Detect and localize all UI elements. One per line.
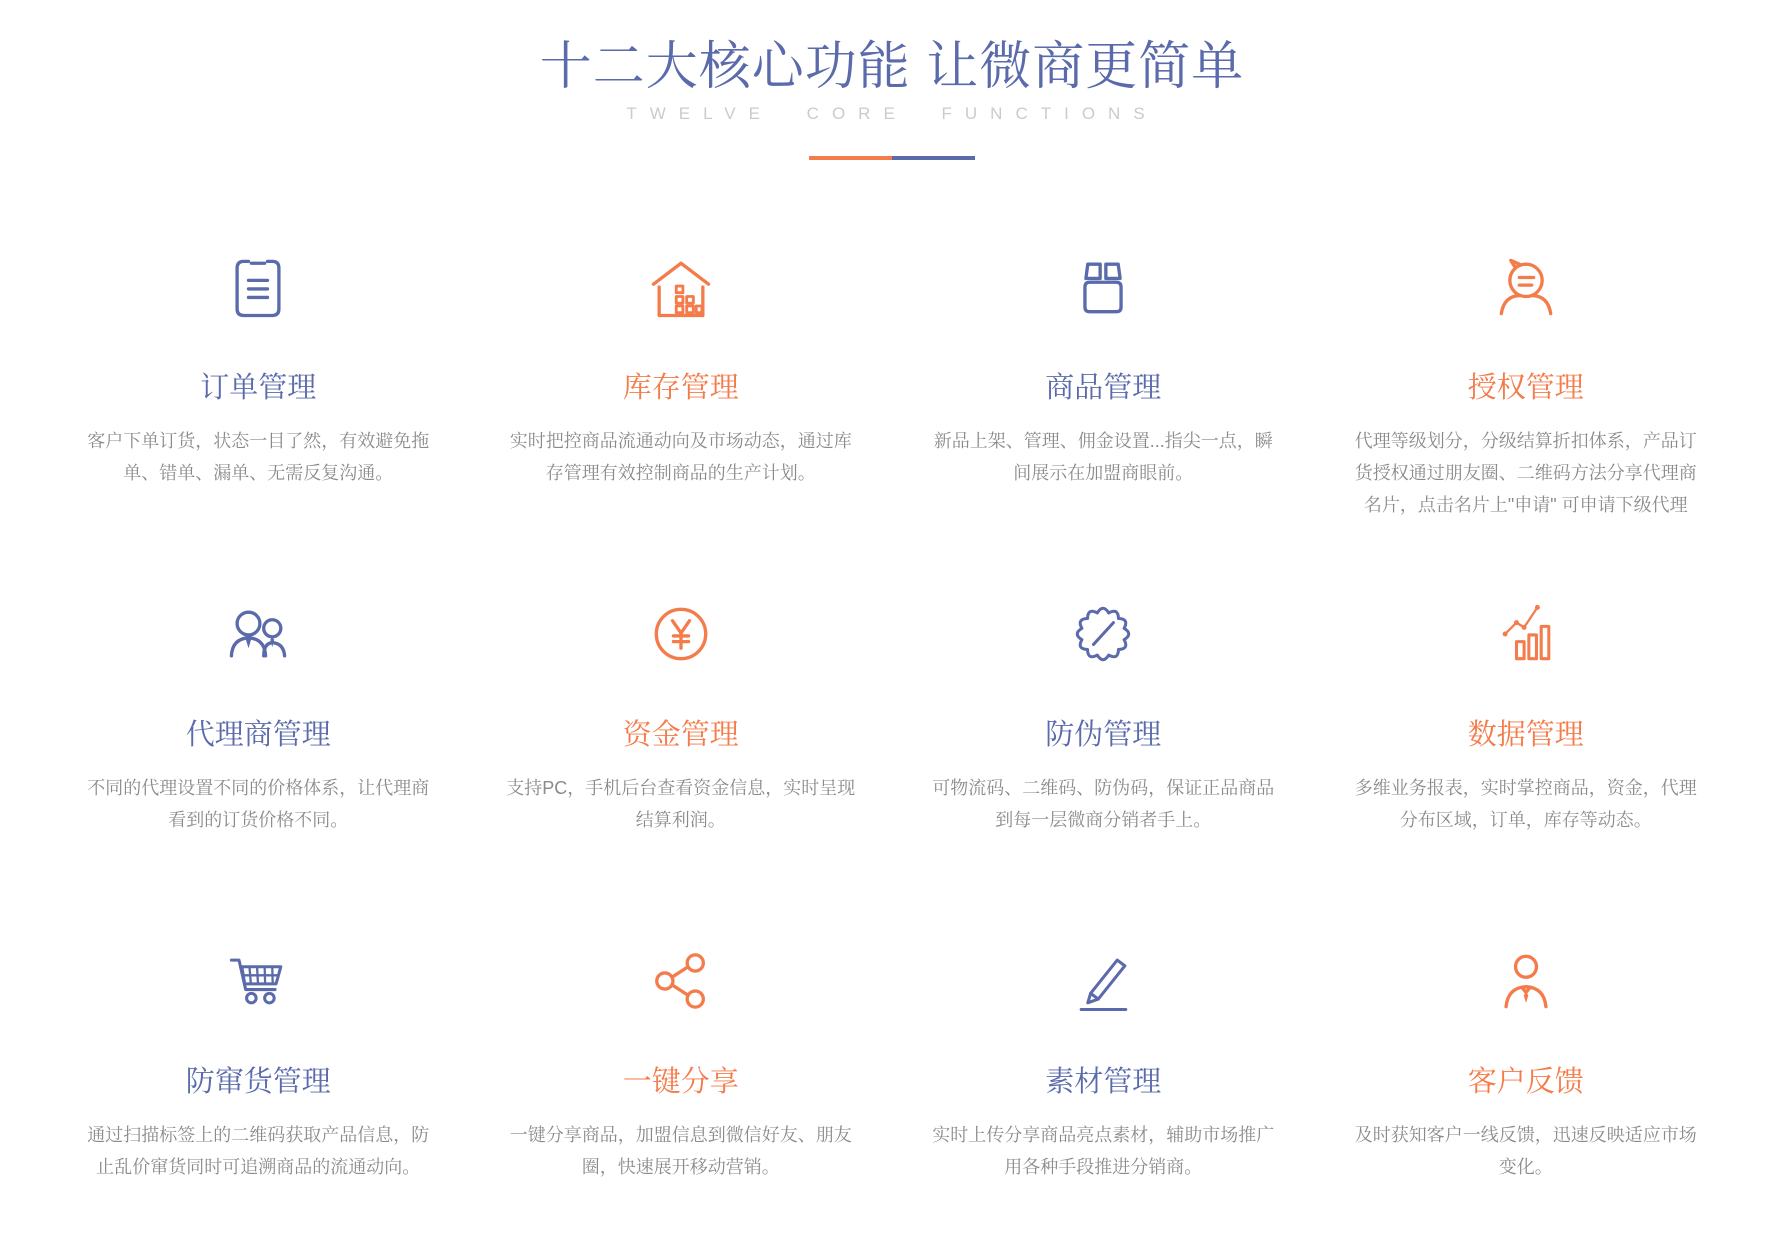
divider-orange-segment (809, 156, 892, 160)
authorization-chat-person-icon (1315, 252, 1738, 322)
feature-description: 一键分享商品，加盟信息到微信好友、朋友圈，快速展开移动营销。 (509, 1125, 852, 1177)
feature-title: 资金管理 (622, 719, 739, 751)
feature-card-order (47, 252, 470, 532)
feature-card-anticounterfeit (892, 599, 1315, 879)
feature-description: 实时把控商品流通动向及市场动态，通过库存管理有效控制商品的生产计划。 (509, 431, 852, 483)
feature-description: 不同的代理设置不同的价格体系，让代理商看到的订货价格不同。 (87, 778, 430, 830)
section-header (0, 36, 1784, 160)
page-title: 十二大核心功能 让微商更简单 (539, 38, 1245, 96)
feature-card-feedback (1315, 946, 1738, 1226)
divider-blue-segment (892, 156, 975, 160)
feature-description: 通过扫描标签上的二维码获取产品信息，防止乱价窜货同时可追溯商品的流通动向。 (87, 1125, 430, 1177)
feature-card-agents (47, 599, 470, 879)
yen-coin-icon (470, 599, 893, 669)
bar-chart-icon (1315, 599, 1738, 669)
feature-title: 数据管理 (1467, 719, 1584, 751)
feature-title: 防窜货管理 (185, 1066, 331, 1098)
feature-description: 客户下单订货，状态一目了然，有效避免拖单、错单、漏单、无需反复沟通。 (87, 431, 430, 483)
feature-title: 防伪管理 (1045, 719, 1162, 751)
feature-title: 订单管理 (200, 372, 317, 404)
feature-description: 及时获知客户一线反馈，迅速反映适应市场变化。 (1354, 1125, 1697, 1177)
package-box-icon (892, 252, 1315, 322)
share-nodes-icon (470, 946, 893, 1016)
features-grid (47, 252, 1737, 1226)
pencil-edit-icon (892, 946, 1315, 1016)
feature-description: 新品上架、管理、佣金设置...指尖一点，瞬间展示在加盟商眼前。 (933, 431, 1273, 483)
feature-title: 商品管理 (1045, 372, 1162, 404)
feature-card-funds (470, 599, 893, 879)
feature-card-inventory (470, 252, 893, 532)
agents-people-icon (47, 599, 470, 669)
feature-title: 客户反馈 (1467, 1066, 1584, 1098)
page-subtitle: TWELVE CORE FUNCTIONS (626, 104, 1158, 123)
title-divider (809, 156, 975, 160)
feature-description: 代理等级划分，分级结算折扣体系，产品订货授权通过朋友圈、二维码方法分享代理商名片，点击名片上"申请" 可申请下级代理 (1354, 431, 1697, 515)
feature-description: 可物流码、二维码、防伪码，保证正品商品到每一层微商分销者手上。 (932, 778, 1275, 830)
feature-title: 授权管理 (1467, 372, 1584, 404)
feature-card-authorization (1315, 252, 1738, 532)
feature-description: 支持PC，手机后台查看资金信息，实时呈现结算利润。 (506, 778, 856, 830)
feature-card-materials (892, 946, 1315, 1226)
security-seal-icon (892, 599, 1315, 669)
order-clipboard-icon (47, 252, 470, 322)
feature-card-data (1315, 599, 1738, 879)
feature-title: 库存管理 (622, 372, 739, 404)
feature-description: 多维业务报表，实时掌控商品，资金，代理分布区域，订单，库存等动态。 (1354, 778, 1697, 830)
shopping-cart-icon (47, 946, 470, 1016)
feature-title: 素材管理 (1045, 1066, 1162, 1098)
customer-person-icon (1315, 946, 1738, 1016)
feature-description: 实时上传分享商品亮点素材，辅助市场推广用各种手段推进分销商。 (932, 1125, 1275, 1177)
feature-title: 一键分享 (622, 1066, 739, 1098)
feature-title: 代理商管理 (185, 719, 331, 751)
feature-card-share (470, 946, 893, 1226)
warehouse-icon (470, 252, 893, 322)
feature-card-product (892, 252, 1315, 532)
feature-card-anti-cross-selling (47, 946, 470, 1226)
